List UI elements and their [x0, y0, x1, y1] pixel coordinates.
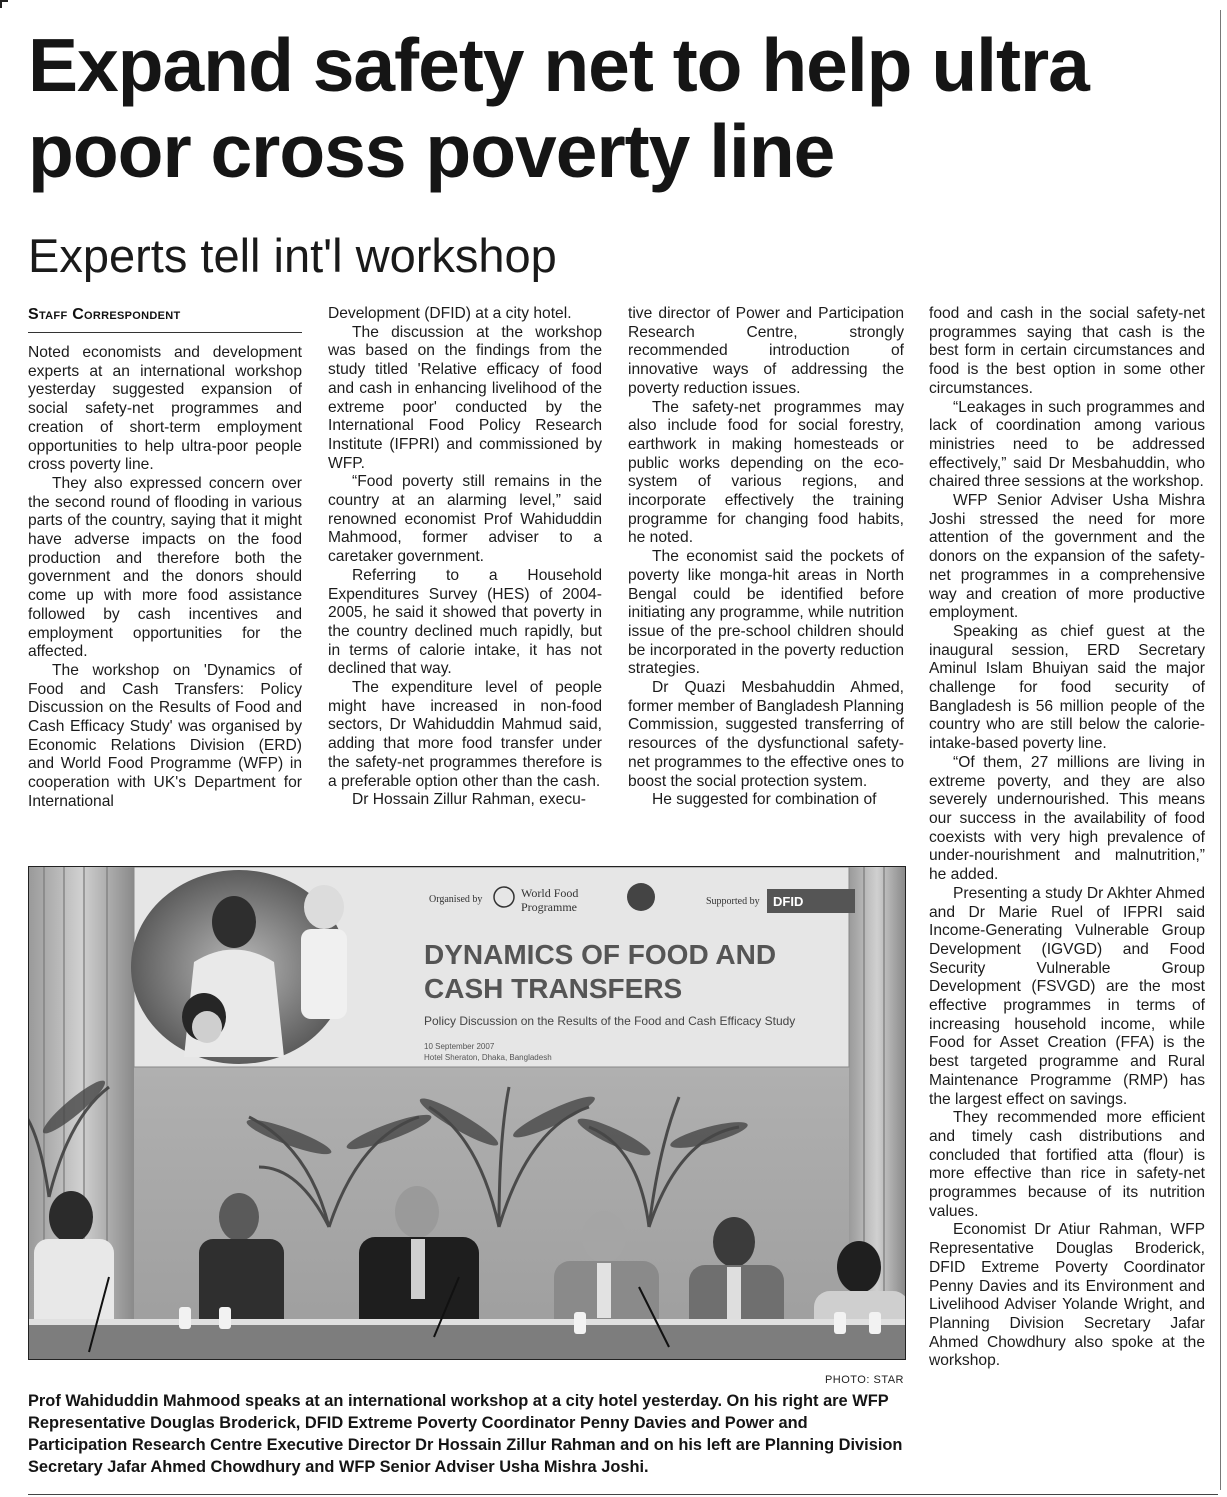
banner-wfp-2: Programme [521, 900, 577, 914]
bangladesh-emblem-icon [627, 883, 655, 911]
paragraph: The safety-net programmes may also include food for social forestry, earthwork in making homesteads or public works depending on the eco-system of various regions, and incorporate effectively the training programme for changing food habits, he noted. [628, 398, 904, 547]
bottom-rule [28, 1494, 1218, 1495]
paragraph: They also expressed concern over the second round of flooding in various parts of the country, saying that it might have adverse impacts on the food production and therefore both the government and the donors should come up with more food assistance followed by cash incentives and employment opportunities for the affected. [28, 474, 302, 661]
subheadline: Experts tell int'l workshop [28, 229, 557, 282]
paragraph: “Of them, 27 millions are living in extreme poverty, and they are also severely undernourished. This means our success in the availability of food coexists with very high prevalence of under-nourishment and malnutrition,” he added. [929, 753, 1205, 884]
paragraph: Referring to a Household Expenditures Survey (HES) of 2004-2005, he said it showed that poverty in the country declined much rapidly, but in terms of calorie intake, it has not declined that way. [328, 566, 602, 678]
banner-date: 10 September 2007 [424, 1042, 495, 1051]
paragraph: He suggested for combination of [652, 791, 877, 809]
banner-supported-by: Supported by [706, 896, 760, 907]
workshop-photo [28, 866, 906, 1360]
article-column-2 [328, 305, 602, 835]
photo-credit: PHOTO: STAR [824, 1374, 904, 1386]
paragraph: Speaking as chief guest at the inaugural session, ERD Secretary Aminul Islam Bhuiyan said the major challenge for food security of Bangladesh is 56 million people of the country who are still below the calorie-intake-based poverty line. [929, 622, 1205, 753]
paragraph: Dr Quazi Mesbahuddin Ahmed, former member of Bangladesh Planning Commission, suggested transferring of resources of the dysfunctional safety-net programmes to the effective ones to boost the social protection system. [628, 679, 904, 790]
photo-caption: Prof Wahiduddin Mahmood speaks at an international workshop at a city hotel yesterday. On his right are WFP Representative Douglas Broderick, DFID Extreme Poverty Coordinator Penny Davies and Power and Participation Research Centre Executive Director Dr Hossain Zillur Rahman and on his left are Planning Division Secretary Jafar Ahmed Chowdhury and WFP Senior Adviser Usha Mishra Joshi. [28, 1392, 903, 1476]
article-column-1 [28, 344, 302, 834]
banner-subtitle: Policy Discussion on the Results of the Food and Cash Efficacy Study [424, 1014, 796, 1028]
byline: Staff Correspondent [28, 306, 302, 333]
paragraph: Dr Hossain Zillur Rahman, execu- [352, 791, 586, 809]
paragraph: The expenditure level of people might have increased in non-food sectors, Dr Wahiduddin Mahmud said, adding that more food transfer under the safety-net programmes therefore is a preferable option other than the cash. [328, 679, 602, 790]
paragraph: food and cash in the social safety-net programmes saying that cash is the best form in certain circumstances and food is the best option in some other circumstances. [929, 305, 1205, 397]
paragraph: WFP Senior Adviser Usha Mishra Joshi stressed the need for more attention of the government and the donors on the expansion of the safety-net programmes in a comprehensive way and creation of more productive employment. [929, 492, 1205, 622]
banner-venue: Hotel Sheraton, Dhaka, Bangladesh [424, 1053, 552, 1062]
paragraph: “Leakages in such programmes and lack of coordination among various ministries need to be addressed effectively,” said Dr Mesbahuddin, who chaired three sessions at the workshop. [929, 398, 1205, 491]
banner-dfid: DFID [773, 894, 804, 909]
paragraph: The workshop on 'Dynamics of Food and Cash Transfers: Policy Discussion on the Results of Food and Cash Efficacy Study' was organised by Economic Relations Division (ERD) and World Food Programme (WFP) in cooperation with UK's Department for International [28, 661, 302, 810]
paragraph: They recommended more efficient and timely cash distributions and concluded that fortified atta (flour) is more effective than rice in safety-net programmes because of its nutrition values. [929, 1109, 1205, 1220]
banner-wfp: World Food [521, 886, 579, 900]
paragraph: Noted economists and development experts at an international workshop yesterday suggested expansion of social safety-net programmes and creation of short-term employment opportunities to help ultra-poor people cross poverty line. [28, 344, 302, 474]
banner-organised-by: Organised by [429, 894, 483, 905]
paragraph: Presenting a study Dr Akhter Ahmed and Dr Marie Ruel of IFPRI said Income-Generating Vulnerable Group Development (IGVGD) and Food Security Vulnerable Group Development (FSVGD) are the most effective programmes in terms of increasing household income, while Food for Asset Creation (FFA) is the best targeted programme and Rural Maintenance Programme (RMP) has the largest effect on savings. [929, 884, 1205, 1108]
paragraph: The economist said the pockets of poverty like monga-hit areas in North Bengal could be identified before initiating any programme, while nutrition issue of the pre-school children should be incorporated in the poverty reduction strategies. [628, 548, 904, 678]
banner-title-line1: DYNAMICS OF FOOD AND [424, 939, 777, 970]
paragraph: “Food poverty still remains in the country at an alarming level,” said renowned economist Prof Wahiduddin Mahmood, former adviser to a caretaker government. [328, 473, 602, 566]
paragraph: tive director of Power and Participation Research Centre, strongly recommended introduction of innovative ways of addressing the poverty reduction issues. [628, 305, 904, 397]
article-column-3 [628, 305, 904, 835]
workshop-photo-drawing [29, 867, 905, 1359]
paragraph: The discussion at the workshop was based on the findings from the study titled 'Relative efficacy of food and cash in enhancing livelihood of the extreme poor' conducted by the International Food Policy Research Institute (IFPRI) and commissioned by WFP. [328, 323, 602, 472]
right-column-rule [1220, 10, 1221, 1490]
banner-title-line2: CASH TRANSFERS [424, 973, 683, 1004]
corner-mark [0, 0, 8, 8]
article-column-4 [929, 305, 1205, 1395]
headline: Expand safety net to help ultra poor cross poverty line [28, 23, 1089, 193]
paragraph: Economist Dr Atiur Rahman, WFP Representative Douglas Broderick, DFID Extreme Poverty Coordinator Penny Davies and its Environment and Livelihood Adviser Yolande Wright, and Planning Division Secretary Jafar Ahmed Chowdhury also spoke at the workshop. [929, 1221, 1205, 1370]
paragraph: Development (DFID) at a city hotel. [328, 305, 572, 322]
